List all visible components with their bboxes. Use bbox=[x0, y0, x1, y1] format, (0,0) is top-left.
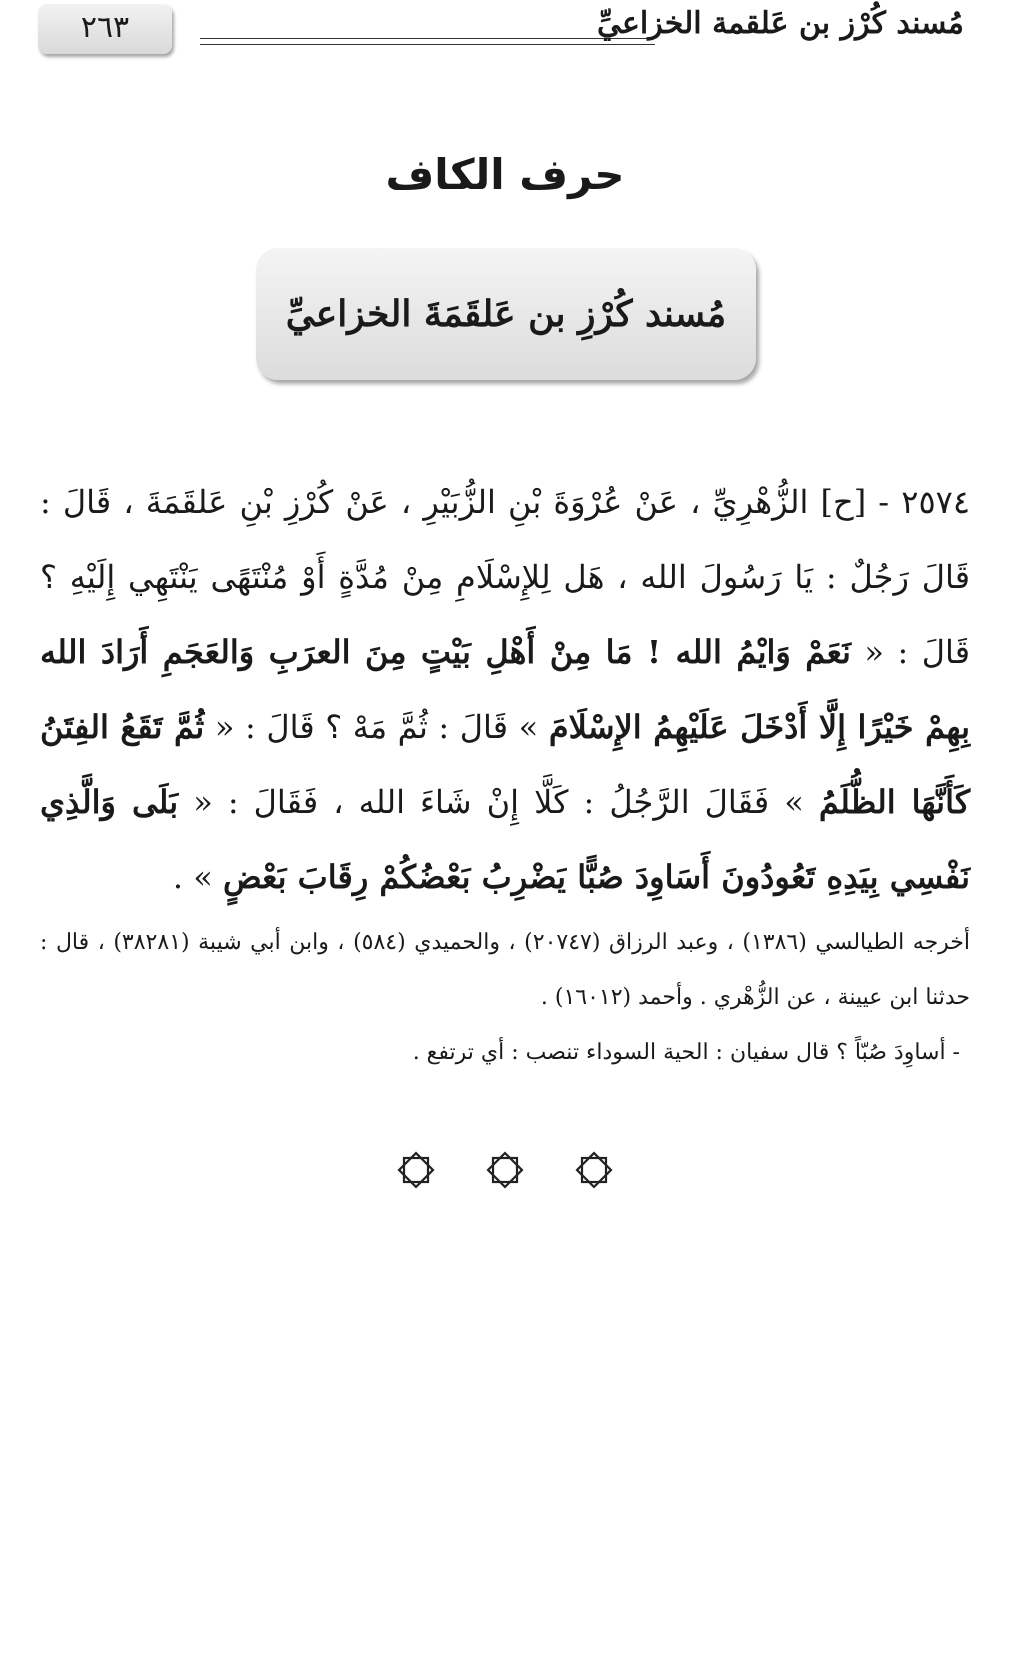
hadith-speech-1: نَعَمْ وَايْمُ الله ! مَا مِنْ أَهْلِ بَيْتٍ مِنَ العرَبِ وَالعَجَمِ أَرَادَ الله بِهِمْ خَيْرًا إِلَّا أَدْخَلَ عَلَيْهِمُ الإِسْلَامَ bbox=[40, 633, 971, 746]
hadith-speech-2: ثُمَّ تَقَعُ الفِتَنُ كَأَنَّهَا الظُّلَمُ bbox=[40, 708, 971, 821]
header-rule bbox=[200, 38, 655, 45]
page-header bbox=[0, 0, 1010, 70]
ornament-row bbox=[0, 1150, 1010, 1194]
eight-point-star-icon bbox=[485, 1150, 525, 1190]
running-title: مُسند كُرْز بن عَلقمة الخزاعيِّ bbox=[597, 6, 964, 41]
page-number: ٢٦٣ bbox=[80, 10, 130, 45]
takhrij-notes bbox=[40, 915, 970, 1080]
chapter-heading: حرف الكاف bbox=[385, 150, 625, 199]
eight-point-star-icon bbox=[396, 1150, 436, 1190]
hadith-isnad: ٢٥٧٤ - [ح] الزُّهْرِيِّ ، عَنْ عُرْوَةَ بْنِ الزُّبَيْرِ ، عَنْ كُرْزِ بْنِ عَلقَمَةَ ، قَالَ : قَالَ رَجُلٌ : يَا رَسُولَ الله ، هَل لِلإِسْلَامِ مِنْ مُدَّةٍ أَوْ مُنْتَهًى يَنْتَهِي إِلَيْهِ ؟ قَالَ : « bbox=[40, 483, 971, 671]
takhrij-line: أخرجه الطيالسي (١٣٨٦) ، وعبد الرزاق (٢٠٧٤٧) ، والحميدي (٥٨٤) ، وابن أبي شيبة (٣٨٢٨١) ، قال : حدثنا ابن عيينة ، عن الزُّهْري . وأحمد (١٦٠١٢) . bbox=[40, 930, 971, 1010]
gloss-line: - أساوِدَ صُبّاً ؟ قال سفيان : الحية السوداء تنصب : أي ترتفع . bbox=[412, 1040, 960, 1065]
eight-point-star-icon bbox=[574, 1150, 614, 1190]
musnad-title: مُسند كُرْزِ بن عَلقَمَةَ الخزاعيِّ bbox=[285, 293, 727, 335]
hadith-connector-1: » قَالَ : ثُمَّ مَهْ ؟ قَالَ : « bbox=[214, 708, 539, 746]
hadith-speech-3: بَلَى وَالَّذِي نَفْسِي بِيَدِهِ تَعُودُونَ أَسَاوِدَ صُبًّا يَضْرِبُ بَعْضُكُمْ رِقَابَ بَعْضٍ bbox=[40, 783, 970, 896]
hadith-connector-2: » فَقَالَ الرَّجُلُ : كَلَّا إِنْ شَاءَ الله ، فَقَالَ : « bbox=[193, 783, 804, 821]
hadith-closing: » . bbox=[172, 858, 213, 896]
page-number-badge bbox=[38, 4, 172, 54]
hadith-text bbox=[40, 465, 970, 915]
musnad-title-box bbox=[256, 248, 756, 380]
